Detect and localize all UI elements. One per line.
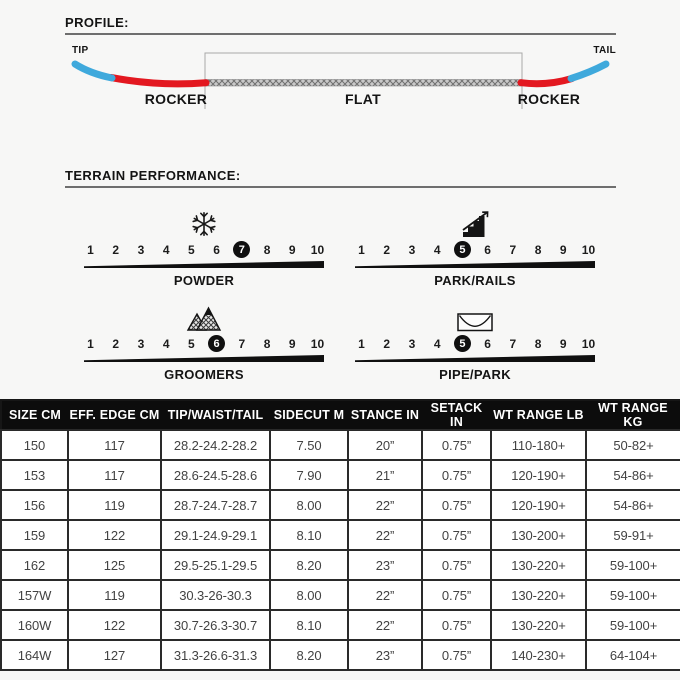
rating-value: 8 xyxy=(534,336,542,351)
rating-scale xyxy=(78,335,330,352)
tail-label: TAIL xyxy=(593,45,616,56)
table-row xyxy=(1,520,680,550)
spec-cell: 28.7-24.7-28.7 xyxy=(161,490,270,520)
scale-bar xyxy=(355,261,595,268)
terrain-scale-pipe-park xyxy=(349,298,601,382)
flat-zone-shape xyxy=(205,80,522,87)
spec-cell: 0.75” xyxy=(422,580,491,610)
spec-cell: 23” xyxy=(348,640,422,670)
spec-cell: 28.6-24.5-28.6 xyxy=(161,460,270,490)
spec-cell: 8.10 xyxy=(270,520,348,550)
spec-cell: 0.75” xyxy=(422,610,491,640)
spec-cell: 164W xyxy=(1,640,68,670)
column-header: EFF. EDGE CM xyxy=(68,400,161,430)
rating-value: 9 xyxy=(559,336,567,351)
rating-value: 6 xyxy=(484,336,491,351)
scale-bar xyxy=(84,261,324,268)
rating-value-selected: 5 xyxy=(450,335,475,352)
spec-cell: 117 xyxy=(68,460,161,490)
spec-cell: 8.00 xyxy=(270,490,348,520)
rating-value: 1 xyxy=(358,336,365,351)
spec-cell: 29.1-24.9-29.1 xyxy=(161,520,270,550)
spec-cell: 159 xyxy=(1,520,68,550)
rating-value: 3 xyxy=(137,242,145,257)
column-header: WT RANGE LB xyxy=(491,400,586,430)
spec-cell: 140-230+ xyxy=(491,640,586,670)
rating-value: 3 xyxy=(408,242,416,257)
spec-cell: 23” xyxy=(348,550,422,580)
spec-cell: 50-82+ xyxy=(586,430,680,460)
spec-cell: 130-220+ xyxy=(491,580,586,610)
rocker-left-shape xyxy=(111,78,206,84)
table-row xyxy=(1,610,680,640)
spec-cell: 120-190+ xyxy=(491,490,586,520)
column-header: TIP/WAIST/TAIL xyxy=(161,400,270,430)
rating-scale xyxy=(349,335,601,352)
rating-value: 9 xyxy=(288,336,296,351)
table-row xyxy=(1,490,680,520)
column-header: SIDECUT M xyxy=(270,400,348,430)
spec-cell: 153 xyxy=(1,460,68,490)
rating-value: 1 xyxy=(358,242,365,257)
spec-cell: 0.75” xyxy=(422,640,491,670)
spec-cell: 7.50 xyxy=(270,430,348,460)
spec-cell: 54-86+ xyxy=(586,490,680,520)
spec-cell: 59-91+ xyxy=(586,520,680,550)
spec-cell: 156 xyxy=(1,490,68,520)
spec-cell: 64-104+ xyxy=(586,640,680,670)
spec-cell: 8.20 xyxy=(270,550,348,580)
spec-cell: 0.75” xyxy=(422,460,491,490)
spec-cell: 29.5-25.1-29.5 xyxy=(161,550,270,580)
column-header: STANCE IN xyxy=(348,400,422,430)
column-header: SIZE CM xyxy=(1,400,68,430)
rating-value: 9 xyxy=(559,242,567,257)
spec-cell: 31.3-26.6-31.3 xyxy=(161,640,270,670)
spec-cell: 110-180+ xyxy=(491,430,586,460)
scale-bar xyxy=(355,355,595,362)
rating-value: 9 xyxy=(288,242,296,257)
rating-value: 2 xyxy=(383,242,391,257)
spec-cell: 0.75” xyxy=(422,550,491,580)
rating-value-selected: 6 xyxy=(204,335,229,352)
rating-value: 10 xyxy=(310,242,325,257)
spec-cell: 160W xyxy=(1,610,68,640)
rating-value: 1 xyxy=(87,242,94,257)
spec-cell: 0.75” xyxy=(422,430,491,460)
spec-cell: 8.10 xyxy=(270,610,348,640)
rating-value: 5 xyxy=(188,242,195,257)
rating-value: 6 xyxy=(213,242,220,257)
spec-cell: 117 xyxy=(68,430,161,460)
profile-section-header xyxy=(65,15,616,35)
section-divider xyxy=(65,186,616,188)
terrain-scale-groomers xyxy=(78,298,330,382)
spec-cell: 54-86+ xyxy=(586,460,680,490)
rating-value: 7 xyxy=(509,336,517,351)
spec-cell: 157W xyxy=(1,580,68,610)
spec-cell: 59-100+ xyxy=(586,550,680,580)
rating-value: 4 xyxy=(433,336,441,351)
spec-cell: 125 xyxy=(68,550,161,580)
spec-cell: 130-220+ xyxy=(491,610,586,640)
rating-value: 3 xyxy=(137,336,145,351)
rating-value: 5 xyxy=(188,336,195,351)
rating-value: 1 xyxy=(87,336,94,351)
rocker-right-label: ROCKER xyxy=(517,91,581,107)
table-row xyxy=(1,550,680,580)
rating-scale xyxy=(349,241,601,258)
spec-table-header xyxy=(1,400,680,430)
spec-cell: 22” xyxy=(348,490,422,520)
rating-value: 8 xyxy=(534,242,542,257)
spec-cell: 22” xyxy=(348,610,422,640)
terrain-label: POWDER xyxy=(173,273,235,288)
rating-value: 3 xyxy=(408,336,416,351)
rating-value: 2 xyxy=(112,242,120,257)
spec-cell: 0.75” xyxy=(422,490,491,520)
terrain-heading: TERRAIN PERFORMANCE: xyxy=(65,168,241,183)
spec-cell: 22” xyxy=(348,520,422,550)
spec-table xyxy=(0,399,680,671)
rocker-right-shape xyxy=(521,79,572,84)
spec-cell: 127 xyxy=(68,640,161,670)
table-row xyxy=(1,640,680,670)
terrain-label: PARK/RAILS xyxy=(434,273,516,288)
spec-cell: 122 xyxy=(68,610,161,640)
profile-heading: PROFILE: xyxy=(65,15,129,30)
rating-value: 7 xyxy=(509,242,517,257)
spec-cell: 22” xyxy=(348,580,422,610)
rating-value: 2 xyxy=(112,336,120,351)
spec-cell: 0.75” xyxy=(422,520,491,550)
spec-cell: 8.00 xyxy=(270,580,348,610)
rocker-left-label: ROCKER xyxy=(144,91,208,107)
column-header: SETACK IN xyxy=(422,400,491,430)
stairs-rail-icon xyxy=(459,204,491,238)
terrain-scale-powder xyxy=(78,204,330,288)
halfpipe-icon xyxy=(457,298,493,332)
rating-value: 10 xyxy=(310,336,325,351)
spec-cell: 30.3-26-30.3 xyxy=(161,580,270,610)
rating-value: 2 xyxy=(383,336,391,351)
table-row xyxy=(1,580,680,610)
spec-cell: 59-100+ xyxy=(586,580,680,610)
spec-cell: 130-220+ xyxy=(491,550,586,580)
spec-cell: 119 xyxy=(68,580,161,610)
spec-cell: 130-200+ xyxy=(491,520,586,550)
rating-value: 10 xyxy=(581,336,596,351)
rating-value-selected: 5 xyxy=(450,241,475,258)
section-divider xyxy=(65,33,616,35)
spec-cell: 162 xyxy=(1,550,68,580)
terrain-section-header xyxy=(65,168,616,188)
rating-value: 4 xyxy=(433,242,441,257)
spec-cell: 122 xyxy=(68,520,161,550)
spec-cell: 119 xyxy=(68,490,161,520)
terrain-scale-park-rails xyxy=(349,204,601,288)
spec-cell: 30.7-26.3-30.7 xyxy=(161,610,270,640)
column-header: WT RANGE KG xyxy=(586,400,680,430)
rating-value: 8 xyxy=(263,242,271,257)
mountains-icon xyxy=(186,298,222,332)
spec-cell: 8.20 xyxy=(270,640,348,670)
spec-cell: 150 xyxy=(1,430,68,460)
spec-cell: 120-190+ xyxy=(491,460,586,490)
table-row xyxy=(1,460,680,490)
rating-value: 10 xyxy=(581,242,596,257)
tip-shape xyxy=(75,64,112,78)
rating-value-selected: 7 xyxy=(229,241,254,258)
rating-value: 4 xyxy=(162,336,170,351)
spec-cell: 20” xyxy=(348,430,422,460)
scale-bar xyxy=(84,355,324,362)
board-profile-diagram xyxy=(60,39,620,144)
terrain-label: GROOMERS xyxy=(164,367,244,382)
spec-cell: 59-100+ xyxy=(586,610,680,640)
rating-value: 7 xyxy=(238,336,246,351)
table-row xyxy=(1,430,680,460)
rating-value: 4 xyxy=(162,242,170,257)
flat-label: FLAT xyxy=(345,91,381,107)
rating-value: 6 xyxy=(484,242,491,257)
terrain-ratings-grid xyxy=(78,204,680,382)
snowflake-icon xyxy=(190,204,218,238)
spec-cell: 28.2-24.2-28.2 xyxy=(161,430,270,460)
terrain-label: PIPE/PARK xyxy=(439,367,511,382)
spec-cell: 7.90 xyxy=(270,460,348,490)
rating-value: 8 xyxy=(263,336,271,351)
spec-cell: 21” xyxy=(348,460,422,490)
rating-scale xyxy=(78,241,330,258)
tip-label: TIP xyxy=(72,45,89,56)
tail-shape xyxy=(571,64,606,79)
